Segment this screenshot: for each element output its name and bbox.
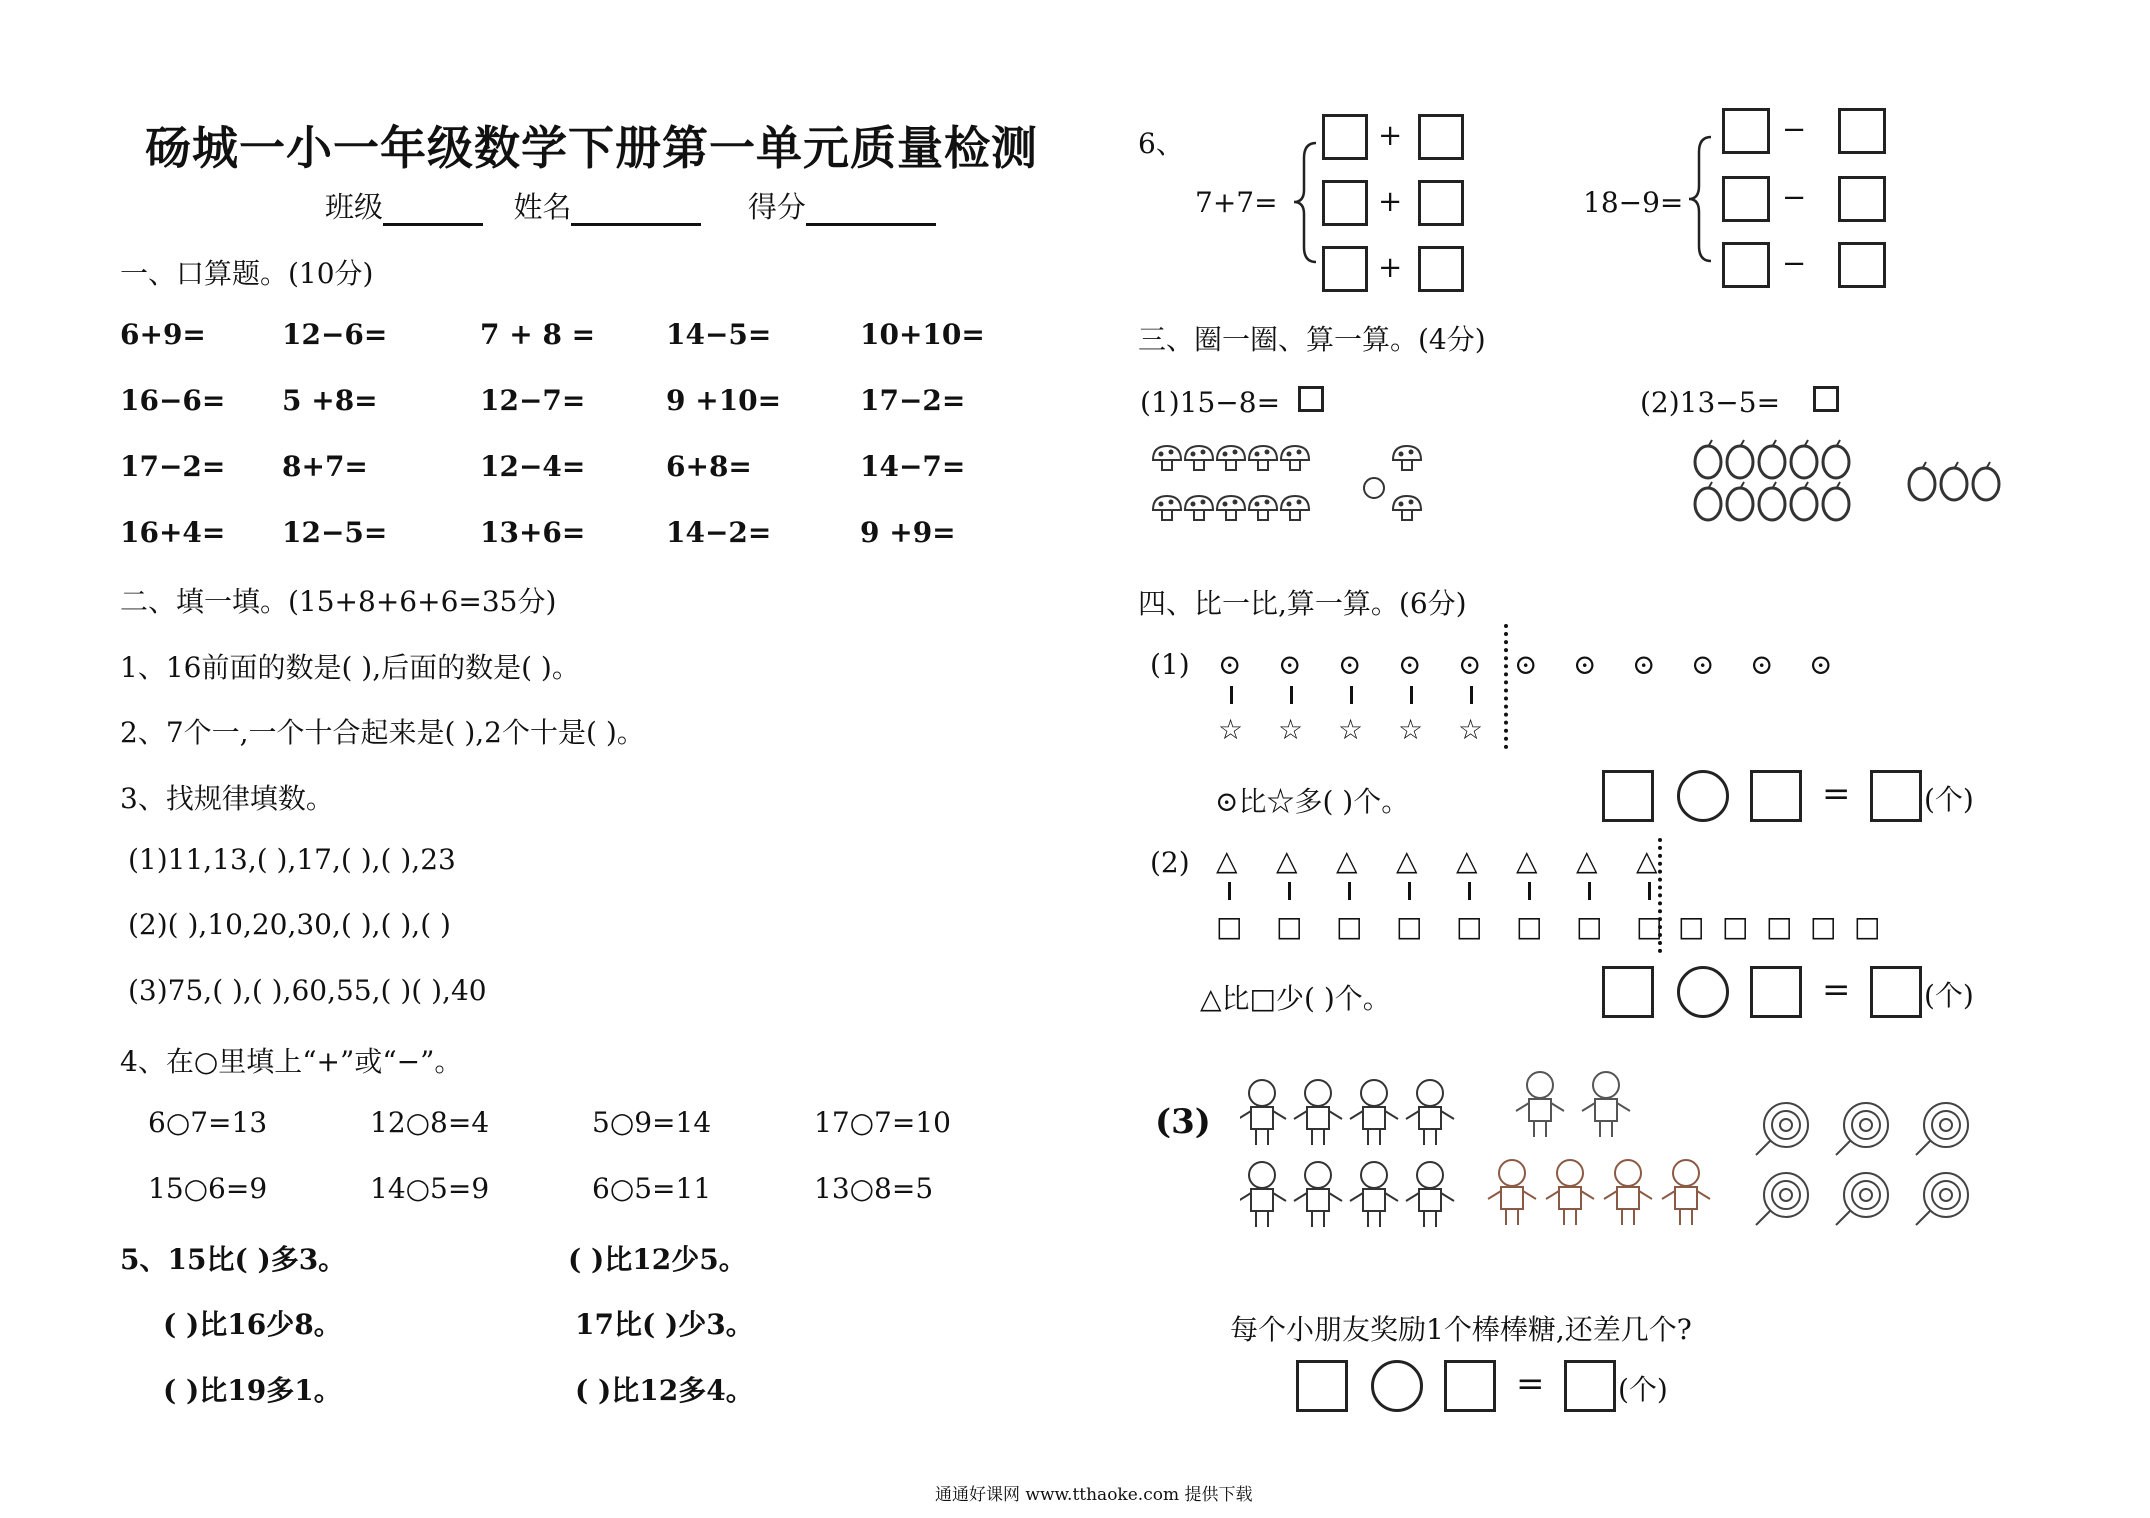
q3-eq-operator-circle[interactable] (1371, 1360, 1423, 1412)
sec2-q3-1: (1)11,13,( ),17,( ),( ),23 (128, 843, 456, 876)
square-symbol: □ (1216, 910, 1243, 943)
dot-circle-symbol: ⊙ (1809, 648, 1833, 681)
q2-eq-operator-circle[interactable] (1677, 966, 1729, 1018)
pairing-mark (1288, 882, 1291, 900)
q5-item: 5、15比( )多3。 (120, 1243, 347, 1276)
q3-eq-box[interactable] (1444, 1360, 1496, 1412)
sec6-right-box[interactable] (1722, 176, 1770, 222)
footer-credit: 通通好课网 www.tthaoke.com 提供下载 (935, 1485, 1253, 1505)
math-problem: 16+4= (120, 516, 226, 549)
q4-item: 6○5=11 (592, 1172, 712, 1205)
sec6-right-box[interactable] (1722, 108, 1770, 154)
math-problem: 5 +8= (282, 384, 378, 417)
star-symbol: ☆ (1278, 713, 1304, 746)
q1-eq-equals-sign: = (1822, 774, 1851, 814)
math-problem: 14−5= (666, 318, 772, 351)
q1-eq-box[interactable] (1750, 770, 1802, 822)
triangle-symbol: △ (1396, 844, 1418, 877)
sec2-q3: 3、找规律填数。 (120, 782, 334, 815)
sec6-right-eq: 18−9= (1583, 186, 1684, 219)
minus-sign: − (1782, 180, 1807, 214)
star-symbol: ☆ (1458, 713, 1484, 746)
sec3-q2: (2)13−5= (1640, 386, 1781, 419)
apples-icon (1690, 438, 2030, 528)
sec4-q1-label: (1) (1150, 648, 1190, 681)
q2-eq-unit: (个) (1924, 979, 1974, 1012)
sec6-left-box[interactable] (1418, 246, 1464, 292)
q5-item: ( )比19多1。 (163, 1374, 342, 1407)
q1-eq-operator-circle[interactable] (1677, 770, 1729, 822)
sec6-number: 6、 (1138, 127, 1184, 160)
q1-eq-unit: (个) (1924, 783, 1974, 816)
sec6-right-box[interactable] (1722, 242, 1770, 288)
triangle-symbol: △ (1516, 844, 1538, 877)
pairing-mark (1408, 882, 1411, 900)
triangle-symbol: △ (1336, 844, 1358, 877)
lollipops-icon (1748, 1095, 1998, 1235)
plus-sign: + (1378, 250, 1403, 284)
math-problem: 6+9= (120, 318, 206, 351)
pairing-mark (1350, 686, 1353, 704)
math-problem: 12−4= (480, 450, 586, 483)
sec4-heading: 四、比一比,算一算。(6分) (1138, 587, 1467, 620)
q4-item: 12○8=4 (370, 1106, 490, 1139)
q1-eq-box[interactable] (1870, 770, 1922, 822)
pairing-mark (1528, 882, 1531, 900)
square-symbol: □ (1636, 910, 1663, 943)
sec3-q1-answer-box[interactable] (1298, 386, 1324, 412)
name-label: 姓名 (513, 190, 572, 224)
math-problem: 8+7= (282, 450, 368, 483)
sec2-q4: 4、在○里填上“+”或“−”。 (120, 1045, 463, 1078)
sec2-q3-3: (3)75,( ),( ),60,55,( )( ),40 (128, 974, 487, 1007)
mushrooms-icon (1148, 438, 1468, 538)
square-symbol: □ (1576, 910, 1603, 943)
pairing-mark (1470, 686, 1473, 704)
dot-circle-symbol: ⊙ (1458, 648, 1482, 681)
triangle-symbol: △ (1216, 844, 1238, 877)
q4-item: 5○9=14 (592, 1106, 712, 1139)
right-brace-icon (1685, 134, 1715, 264)
sec4-q2-label: (2) (1150, 846, 1190, 879)
pairing-mark (1348, 882, 1351, 900)
sec2-q1: 1、16前面的数是( ),后面的数是( )。 (120, 651, 580, 684)
square-symbol: □ (1678, 910, 1705, 943)
dot-circle-symbol: ⊙ (1338, 648, 1362, 681)
pairing-mark (1410, 686, 1413, 704)
math-problem: 7 + 8 = (480, 318, 596, 351)
minus-sign: − (1782, 112, 1807, 146)
square-symbol: □ (1722, 910, 1749, 943)
math-problem: 16−6= (120, 384, 226, 417)
math-problem: 14−7= (860, 450, 966, 483)
math-problem: 9 +10= (666, 384, 782, 417)
class-label: 班级 (325, 190, 384, 224)
math-problem: 12−6= (282, 318, 388, 351)
math-problem: 14−2= (666, 516, 772, 549)
sec3-q1: (1)15−8= (1140, 386, 1281, 419)
square-symbol: □ (1336, 910, 1363, 943)
page-title: 砀城一小一年级数学下册第一单元质量检测 (145, 121, 1038, 175)
q5-item: ( )比12少5。 (568, 1243, 747, 1276)
sec6-left-box[interactable] (1322, 114, 1368, 160)
q1-divider (1504, 624, 1508, 749)
sec6-left-box[interactable] (1322, 180, 1368, 226)
sec6-right-box[interactable] (1838, 242, 1886, 288)
pairing-mark (1468, 882, 1471, 900)
pairing-mark (1290, 686, 1293, 704)
q1-compare-text: ⊙比☆多( )个。 (1215, 785, 1410, 818)
plus-sign: + (1378, 118, 1403, 152)
q3-eq-equals-sign: = (1516, 1364, 1545, 1404)
math-problem: 13+6= (480, 516, 586, 549)
q2-eq-equals-sign: = (1822, 970, 1851, 1010)
square-symbol: □ (1516, 910, 1543, 943)
q3-eq-box[interactable] (1564, 1360, 1616, 1412)
pairing-mark (1588, 882, 1591, 900)
q3-eq-unit: (个) (1618, 1373, 1668, 1406)
square-symbol: □ (1396, 910, 1423, 943)
left-brace-icon (1290, 140, 1320, 265)
q4-item: 15○6=9 (148, 1172, 268, 1205)
star-symbol: ☆ (1218, 713, 1244, 746)
score-blank[interactable] (806, 193, 936, 226)
q4-item: 13○8=5 (814, 1172, 934, 1205)
dot-circle-symbol: ⊙ (1514, 648, 1538, 681)
sec2-heading: 二、填一填。(15+8+6+6=35分) (120, 585, 557, 618)
star-symbol: ☆ (1398, 713, 1424, 746)
sec6-right-box[interactable] (1838, 108, 1886, 154)
q5-item: 17比( )少3。 (575, 1308, 754, 1341)
q2-eq-box[interactable] (1750, 966, 1802, 1018)
q2-eq-box[interactable] (1870, 966, 1922, 1018)
sec3-heading: 三、圈一圈、算一算。(4分) (1138, 323, 1486, 356)
sec4-q3-label: (3) (1155, 1102, 1211, 1142)
pairing-mark (1228, 882, 1231, 900)
q3-eq-box[interactable] (1296, 1360, 1348, 1412)
math-problem: 17−2= (860, 384, 966, 417)
q5-item: ( )比16少8。 (163, 1308, 342, 1341)
sec6-right-box[interactable] (1838, 176, 1886, 222)
square-symbol: □ (1456, 910, 1483, 943)
square-symbol: □ (1766, 910, 1793, 943)
sec1-heading: 一、口算题。(10分) (120, 257, 374, 290)
sec6-left-eq: 7+7= (1195, 186, 1278, 219)
pairing-mark (1230, 686, 1233, 704)
q2-eq-box[interactable] (1602, 966, 1654, 1018)
dot-circle-symbol: ⊙ (1573, 648, 1597, 681)
math-problem: 17−2= (120, 450, 226, 483)
dot-circle-symbol: ⊙ (1691, 648, 1715, 681)
q5-item: ( )比12多4。 (575, 1374, 754, 1407)
q2-compare-text: △比□少( )个。 (1200, 982, 1391, 1015)
dot-circle-symbol: ⊙ (1278, 648, 1302, 681)
plus-sign: + (1378, 184, 1403, 218)
triangle-symbol: △ (1576, 844, 1598, 877)
dot-circle-symbol: ⊙ (1632, 648, 1656, 681)
minus-sign: − (1782, 246, 1807, 280)
q1-eq-box[interactable] (1602, 770, 1654, 822)
math-problem: 12−7= (480, 384, 586, 417)
score-label: 得分 (747, 190, 806, 224)
dot-circle-symbol: ⊙ (1398, 648, 1422, 681)
dot-circle-symbol: ⊙ (1218, 648, 1242, 681)
name-blank[interactable] (571, 193, 701, 226)
pairing-mark (1648, 882, 1651, 900)
q4-item: 14○5=9 (370, 1172, 490, 1205)
square-symbol: □ (1810, 910, 1837, 943)
sec6-left-box[interactable] (1418, 180, 1464, 226)
header-fields (325, 185, 936, 226)
square-symbol: □ (1276, 910, 1303, 943)
sec3-q2-answer-box[interactable] (1813, 386, 1839, 412)
sec4-q3-text: 每个小朋友奖励1个棒棒糖,还差几个? (1230, 1313, 1692, 1346)
math-problem: 9 +9= (860, 516, 956, 549)
class-blank[interactable] (383, 193, 483, 226)
children-illustration-icon (1240, 1055, 1720, 1260)
q4-item: 17○7=10 (814, 1106, 951, 1139)
triangle-symbol: △ (1636, 844, 1658, 877)
math-problem: 6+8= (666, 450, 752, 483)
math-problem: 12−5= (282, 516, 388, 549)
square-symbol: □ (1854, 910, 1881, 943)
q4-item: 6○7=13 (148, 1106, 268, 1139)
star-symbol: ☆ (1338, 713, 1364, 746)
sec2-q2: 2、7个一,一个十合起来是( ),2个十是( )。 (120, 716, 645, 749)
triangle-symbol: △ (1276, 844, 1298, 877)
sec6-left-box[interactable] (1418, 114, 1464, 160)
sec6-left-box[interactable] (1322, 246, 1368, 292)
dot-circle-symbol: ⊙ (1750, 648, 1774, 681)
math-problem: 10+10= (860, 318, 985, 351)
sec2-q3-2: (2)( ),10,20,30,( ),( ),( ) (128, 908, 451, 941)
triangle-symbol: △ (1456, 844, 1478, 877)
